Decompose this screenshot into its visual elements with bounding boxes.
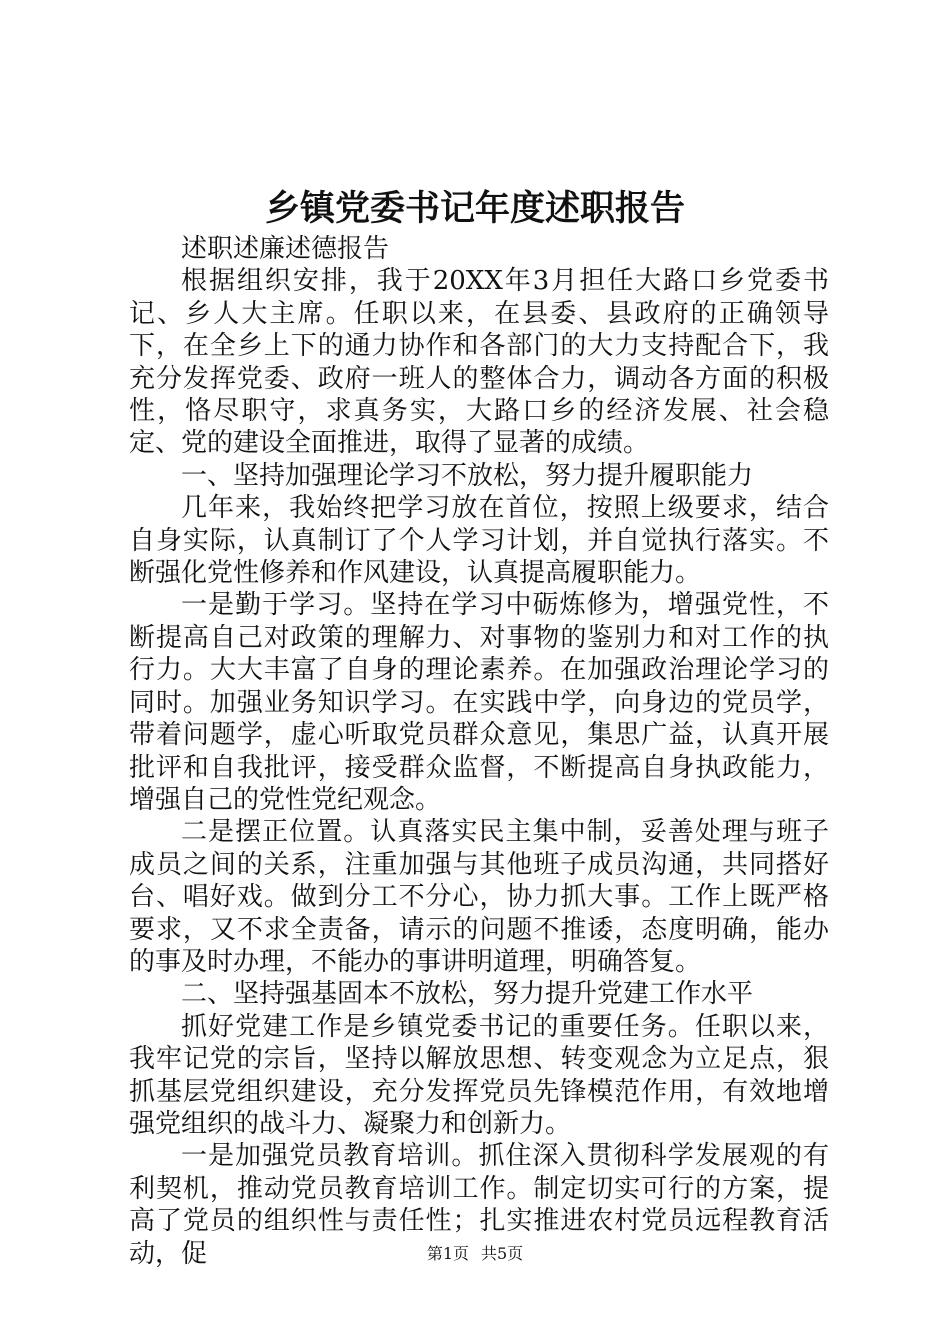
paragraph: 二是摆正位置。认真落实民主集中制，妥善处理与班子成员之间的关系，注重加强与其他班子成员沟通，共同搭好台、唱好戏。做到分工不分心，协力抓大事。工作上既严格要求，又不求全责备，请示的问题不推诿，态度明确，能办的事及时办理，不能办的事讲明道理，明确答复。 <box>129 817 829 977</box>
page-number-current: 第1页 <box>426 1244 469 1263</box>
paragraph: 一是加强党员教育培训。抓住深入贯彻科学发展观的有利契机，推动党员教育培训工作。制定切实可行的方案，提高了党员的组织性与责任性；扎实推进农村党员远程教育活动，促 <box>129 1141 829 1269</box>
page-number-total: 共5页 <box>481 1244 524 1263</box>
paragraph-subtitle: 述职述廉述德报告 <box>181 234 390 264</box>
section-heading-2: 二、坚持强基固本不放松，努力提升党建工作水平 <box>181 979 754 1010</box>
section-heading-1: 一、坚持加强理论学习不放松，努力提升履职能力 <box>181 460 754 491</box>
document-title: 乡镇党委书记年度述职报告 <box>264 188 685 229</box>
document-body <box>129 233 829 1270</box>
page-footer <box>0 1243 950 1265</box>
paragraph-intro: 根据组织安排，我于20XX年3月担任大路口乡党委书记、乡人大主席。任职以来，在县委、县政府的正确领导下，在全乡上下的通力协作和各部门的大力支持配合下，我充分发挥党委、政府一班人的整体合力，调动各方面的积极性，恪尽职守，求真务实，大路口乡的经济发展、社会稳定、党的建设全面推进，取得了显著的成绩。 <box>129 266 829 459</box>
paragraph: 抓好党建工作是乡镇党委书记的重要任务。任职以来，我牢记党的宗旨，坚持以解放思想、转变观念为立足点，狠抓基层党组织建设，充分发挥党员先锋模范作用，有效地增强党组织的战斗力、凝聚力和创新力。 <box>129 1011 829 1139</box>
paragraph: 一是勤于学习。坚持在学习中砺炼修为，增强党性，不断提高自己对政策的理解力、对事物的鉴别力和对工作的执行力。大大丰富了自身的理论素养。在加强政治理论学习的同时。加强业务知识学习。在实践中学，向身边的党员学，带着问题学，虚心听取党员群众意见，集思广益，认真开展批评和自我批评，接受群众监督，不断提高自身执政能力，增强自己的党性党纪观念。 <box>129 590 829 815</box>
paragraph: 几年来，我始终把学习放在首位，按照上级要求，结合自身实际，认真制订了个人学习计划，并自觉执行落实。不断强化党性修养和作风建设，认真提高履职能力。 <box>129 493 829 589</box>
